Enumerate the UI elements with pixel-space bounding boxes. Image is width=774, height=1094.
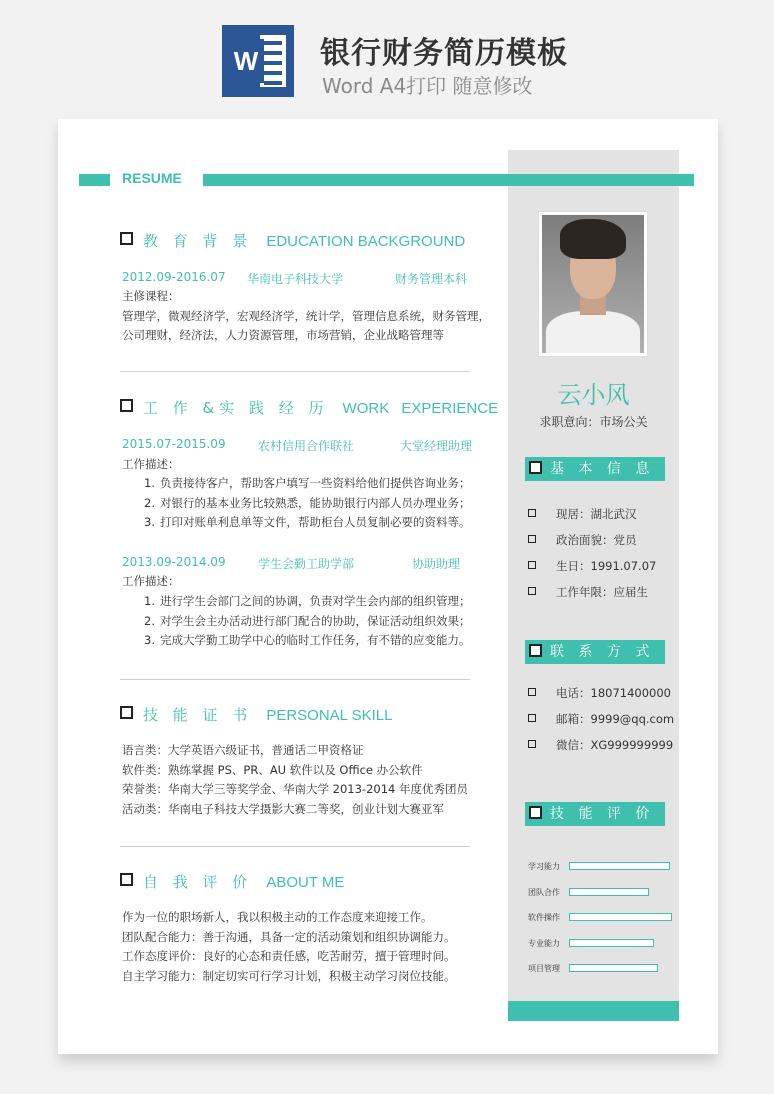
contact-item: 微信：XG999999999 (528, 737, 673, 753)
about-line: 作为一位的职场新人，我以积极主动的工作态度来迎接工作。 (122, 910, 433, 924)
profile-job: 求职意向：市场公关 (539, 415, 648, 429)
list-item: 1. 负责接待客户，帮助客户填写一些资料给他们提供咨询业务； (144, 476, 471, 490)
list-item: 3. 完成大学勤工助学中心的临时工作任务，有不错的应变能力。 (144, 633, 471, 647)
work-title-cn: 工 作 &实 践 经 历 (143, 399, 329, 417)
skill-eval-bar (569, 939, 654, 947)
about-line: 工作态度评价：良好的心态和责任感，吃苦耐劳，擅于管理时间。 (122, 949, 456, 963)
square-bullet-icon (529, 644, 542, 657)
profile-name: 云小风 (557, 381, 630, 409)
bullet-icon (528, 714, 536, 722)
info-item: 政治面貌：党员 (528, 532, 637, 548)
list-item: 3. 打印对账单利息单等文件，帮助柜台人员复制必要的资料等。 (144, 515, 471, 529)
page-header (0, 0, 774, 110)
skill-eval-label: 项目管理 (528, 964, 560, 973)
sidebar-footer-bar (508, 1001, 679, 1021)
basic-info-header: 基 本 信 息 (525, 457, 665, 481)
courses-line: 管理学，微观经济学，宏观经济学，统计学，管理信息系统，财务管理， (122, 308, 490, 323)
square-bullet-icon (120, 399, 133, 412)
bullet-icon (528, 535, 536, 543)
skill-line: 荣誉类：华南大学三等奖学金、华南大学 2013-2014 年度优秀团员 (122, 782, 468, 796)
work-title-en: WORK EXPERIENCE (342, 400, 499, 417)
bullet-icon (528, 509, 536, 517)
job-date: 2015.07-2015.09 (122, 437, 226, 451)
photo-background (542, 215, 644, 353)
skill-eval-bar (569, 862, 670, 870)
courses-line: 公司理财，经济法，人力资源管理，市场营销，企业战略管理等 (122, 328, 444, 342)
square-bullet-icon (529, 806, 542, 819)
education-date: 2012.09-2016.07 (122, 270, 226, 284)
job-org: 农村信用合作联社 (258, 439, 355, 453)
work-title (120, 397, 498, 418)
job-duties-list (144, 592, 471, 651)
bullet-icon (528, 688, 536, 696)
skill-eval-label: 学习能力 (528, 862, 560, 871)
skill-line: 语言类：大学英语六级证书，普通话二甲资格证 (122, 743, 364, 757)
skills-title (120, 704, 392, 725)
bullet-icon (528, 561, 536, 569)
resume-label: RESUME (122, 170, 182, 186)
word-icon-letter: W (228, 39, 264, 83)
divider (120, 846, 470, 847)
skill-eval-bar (569, 913, 672, 921)
skills-list (122, 741, 468, 819)
about-line: 团队配合能力：善于沟通，具备一定的活动策划和组织协调能力。 (122, 929, 456, 944)
job-date: 2013.09-2014.09 (122, 555, 226, 569)
page-subtitle: Word A4打印 随意修改 (322, 74, 533, 98)
photo-shirt (546, 311, 640, 353)
skill-eval-bar (569, 964, 658, 972)
education-school: 华南电子科技大学 (247, 272, 344, 286)
skills-title-cn: 技 能 证 书 (143, 706, 253, 724)
info-item: 工作年限：应届生 (528, 584, 648, 600)
square-bullet-icon (529, 461, 542, 474)
resume-paper (58, 119, 718, 1054)
skill-line: 活动类：华南电子科技大学摄影大赛二等奖，创业计划大赛亚军 (122, 801, 444, 816)
about-list (122, 908, 456, 986)
square-bullet-icon (120, 232, 133, 245)
education-title-en: EDUCATION BACKGROUND (266, 233, 466, 250)
skill-eval-label: 软件操作 (528, 913, 560, 922)
skills-title-en: PERSONAL SKILL (266, 707, 393, 724)
resume-bar-left (79, 174, 110, 186)
skill-line: 软件类：熟练掌握 PS、PR、AU 软件以及 Office 办公软件 (122, 762, 423, 777)
bullet-icon (528, 587, 536, 595)
list-item: 2. 对学生会主办活动进行部门配合的协助，保证活动组织效果； (144, 613, 471, 628)
job-duties-list (144, 474, 471, 533)
about-line: 自主学习能力：制定切实可行学习计划，积极主动学习岗位技能。 (122, 968, 456, 983)
square-bullet-icon (120, 873, 133, 886)
resume-bar-right (203, 174, 694, 186)
skill-eval-bar (569, 888, 649, 896)
square-bullet-icon (120, 706, 133, 719)
bullet-icon (528, 740, 536, 748)
job-desc-label: 工作描述： (122, 574, 180, 588)
about-title (120, 871, 344, 892)
education-title-cn: 教 育 背 景 (143, 232, 253, 250)
education-courses (122, 287, 490, 346)
skill-eval-label: 专业能力 (528, 938, 560, 948)
info-item: 现居：湖北武汉 (528, 506, 637, 522)
job-role: 大堂经理助理 (400, 439, 473, 453)
job-role: 协助助理 (412, 557, 461, 571)
contact-item: 邮箱：9999@qq.com (528, 711, 674, 727)
skill-eval-label: 团队合作 (528, 887, 560, 897)
list-item: 1. 进行学生会部门之间的协调，负责对学生会内部的组织管理； (144, 594, 471, 608)
divider (120, 679, 470, 680)
courses-label: 主修课程： (122, 289, 180, 303)
page-title: 银行财务简历模板 (320, 36, 568, 71)
education-major: 财务管理本科 (395, 272, 468, 286)
education-title (120, 230, 465, 251)
skill-eval-header: 技 能 评 价 (525, 802, 665, 826)
contact-header: 联 系 方 式 (525, 640, 665, 664)
info-item: 生日：1991.07.07 (528, 558, 656, 574)
about-title-cn: 自 我 评 价 (143, 873, 253, 891)
list-item: 2. 对银行的基本业务比较熟悉，能协助银行内部人员办理业务； (144, 495, 471, 510)
divider (120, 371, 470, 372)
photo-hair (560, 219, 626, 259)
profile-photo (538, 211, 648, 357)
word-icon (222, 25, 294, 97)
job-desc-label: 工作描述： (122, 457, 180, 471)
about-title-en: ABOUT ME (266, 874, 345, 891)
contact-item: 电话：18071400000 (528, 685, 671, 701)
job-org: 学生会勤工助学部 (258, 557, 355, 571)
